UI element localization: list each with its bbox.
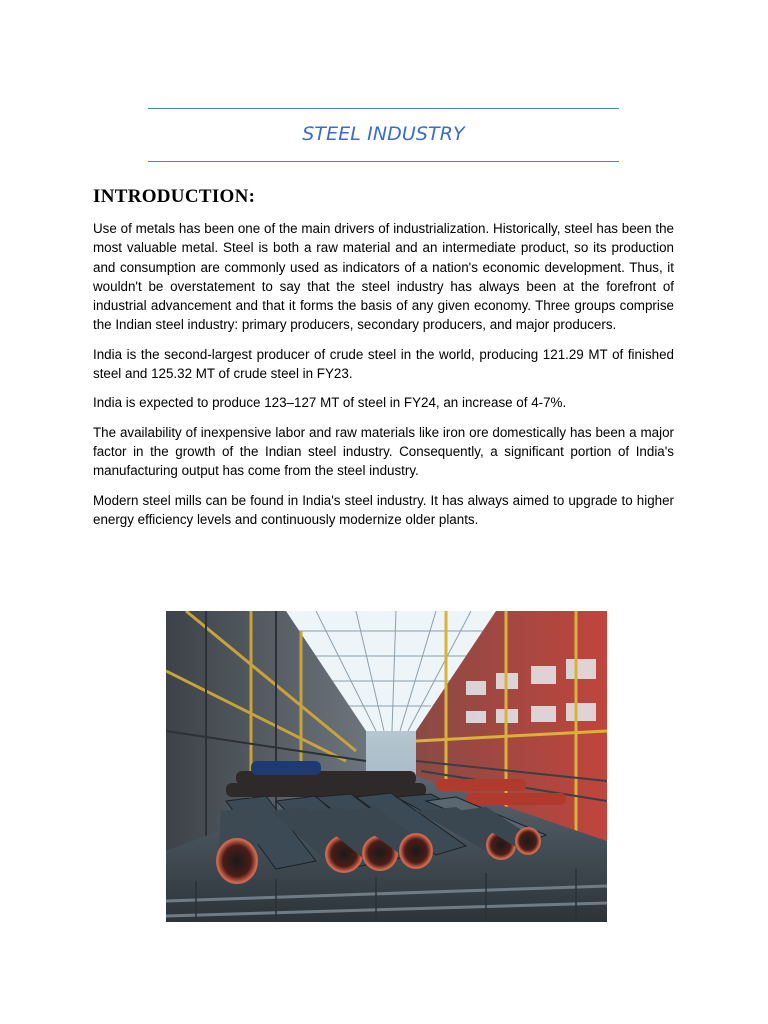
- body-text: [93, 219, 674, 539]
- paragraph-4: The availability of inexpensive labor and raw materials like iron ore domestically has been a major factor in the growth of the Indian steel industry. Consequently, a significant portion of India's manufacturing output has come from the steel industry.: [93, 424, 674, 479]
- paragraph-2: India is the second-largest producer of crude steel in the world, producing 121.29 MT of finished steel and 125.32 MT of crude steel in FY23.: [93, 346, 674, 382]
- document-title: STEEL INDUSTRY: [302, 123, 465, 145]
- paragraph-5: Modern steel mills can be found in India's steel industry. It has always aimed to upgrade to higher energy efficiency levels and continuously modernize older plants.: [93, 492, 674, 527]
- title-block: [148, 108, 619, 162]
- paragraph-3: India is expected to produce 123–127 MT of steel in FY24, an increase of 4-7%.: [93, 395, 567, 411]
- section-heading: INTRODUCTION:: [93, 186, 256, 207]
- steel-mill-photo: [166, 611, 607, 922]
- paragraph-1: Use of metals has been one of the main drivers of industrialization. Historically, steel has been the most valuable metal. Steel is both a raw material and an intermediate product, so its production and consumption are commonly used as indicators of a nation's economic development. Thus, it wouldn't be overstatement to say that the steel industry has always been at the forefront of industrial advancement and that it forms the basis of any given economy. Three groups comprise the Indian steel industry: primary producers, secondary producers, and major producers.: [93, 221, 674, 333]
